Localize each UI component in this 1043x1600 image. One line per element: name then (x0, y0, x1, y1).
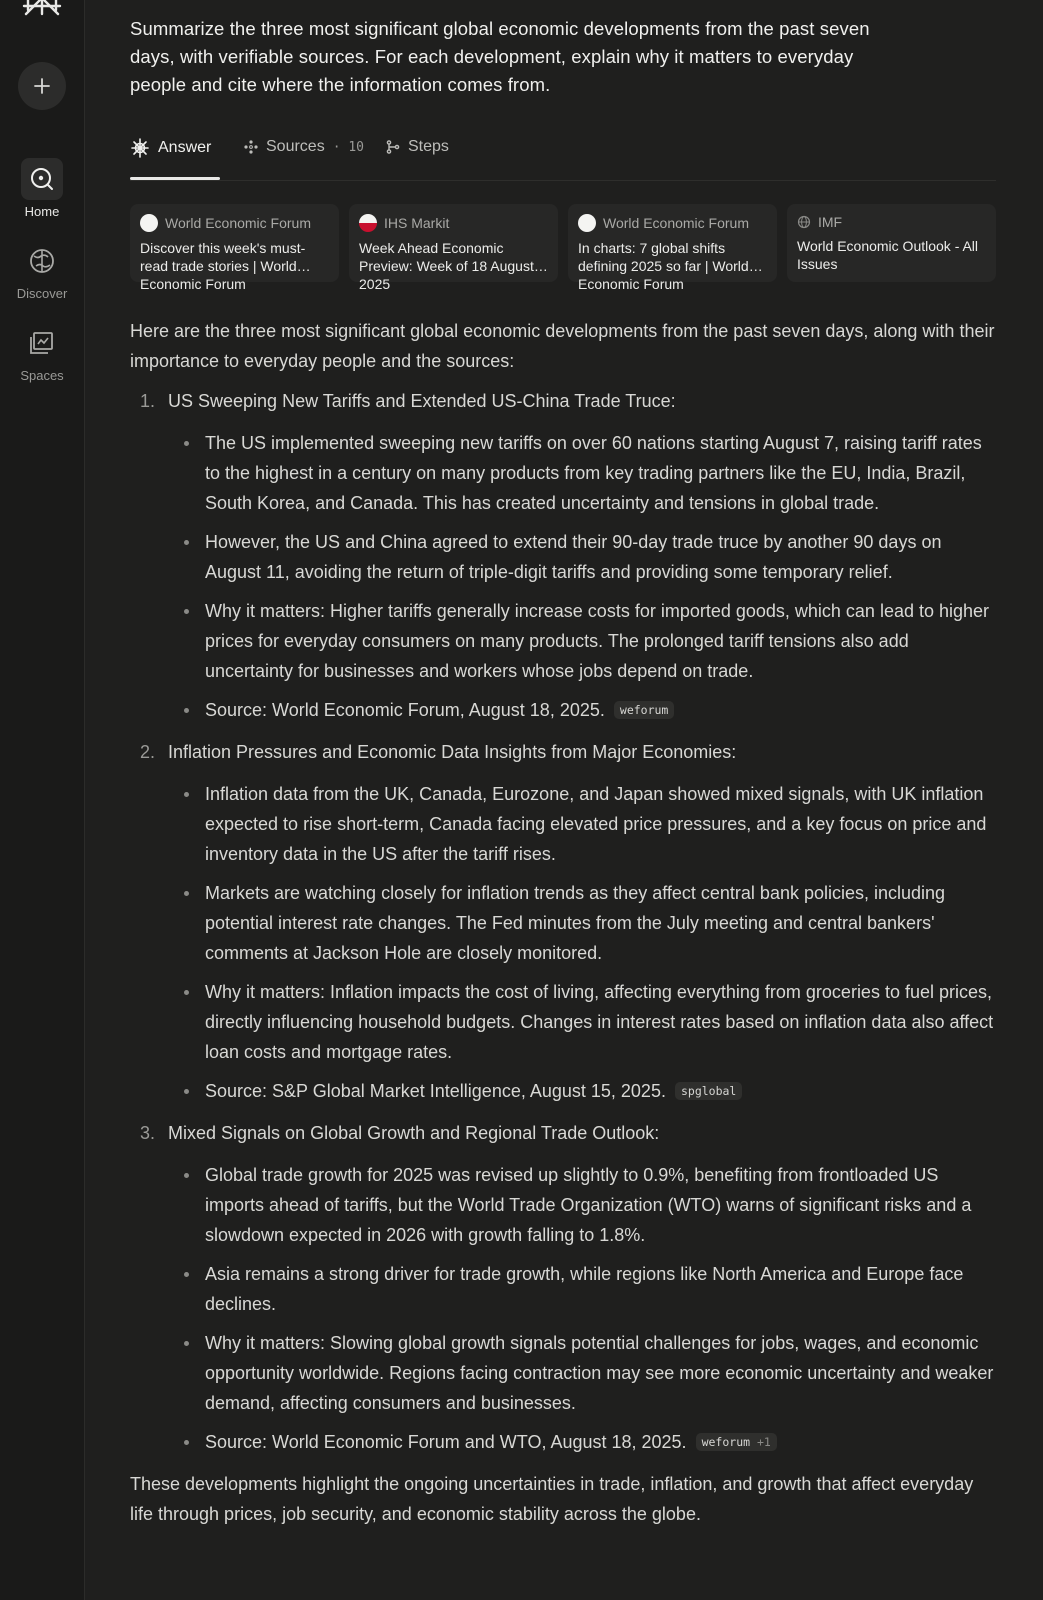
tab-label: Sources (266, 138, 325, 155)
query-text: Summarize the three most significant global economic developments from the past seven days, with verifiable sources. For each development, explain why it matters to everyday people and cite where the information comes from. (130, 18, 870, 95)
plus-icon (32, 76, 52, 96)
answer-body (130, 316, 996, 1529)
source-title: Week Ahead Economic Preview: Week of 18 August 2025 (359, 240, 534, 292)
bullet-point (205, 1076, 996, 1106)
list-item (130, 386, 996, 725)
development-title: US Sweeping New Tariffs and Extended US-China Trade Truce: (168, 391, 676, 411)
answer-icon (130, 138, 150, 158)
bullet-point: The US implemented sweeping new tariffs on over 60 nations starting August 7, raising tariff rates to the highest in a century on many products from key trading partners like the EU, India, Brazil, South Korea, and Canada. This has created uncertainty and tensions in global trade. (205, 428, 996, 518)
bullet-point: Why it matters: Inflation impacts the cost of living, affecting everything from groceries to fuel prices, directly influencing household budgets. Changes in interest rates based on inflation data also affect loan costs and mortgage rates. (205, 977, 996, 1067)
citation-extra-count: +1 (756, 1435, 771, 1449)
list-number: 2. (140, 742, 156, 762)
source-line: Source: S&P Global Market Intelligence, August 15, 2025. (205, 1081, 666, 1101)
citation-label: spglobal (680, 1084, 737, 1098)
answer-intro: Here are the three most significant global economic developments from the past seven days, along with their importance to everyday people and the sources: (130, 321, 995, 371)
citation-chip[interactable] (614, 701, 674, 719)
source-site: IMF (818, 214, 843, 230)
steps-icon (386, 140, 400, 154)
globe-icon (797, 215, 811, 229)
citation-chip[interactable] (696, 1433, 777, 1451)
list-item (130, 1118, 996, 1457)
source-cards (130, 204, 996, 292)
bullet-point: Markets are watching closely for inflation trends as they affect central bank policies, including potential interest rate changes. The Fed minutes from the July meeting and central bankers' comments at Jackson Hole are closely monitored. (205, 878, 996, 968)
bullet-point (205, 1427, 996, 1457)
development-title: Inflation Pressures and Economic Data Insights from Major Economies: (168, 742, 737, 762)
source-line: Source: World Economic Forum, August 18, 2025. (205, 700, 605, 720)
globe-icon (28, 247, 56, 275)
sidebar-item-home[interactable] (0, 158, 84, 219)
developments-list (130, 386, 996, 1457)
source-line: Source: World Economic Forum and WTO, August 18, 2025. (205, 1432, 687, 1452)
source-title: Discover this week's must-read trade stories | World Economic Forum (140, 240, 306, 292)
source-title: World Economic Outlook - All Issues (797, 238, 979, 272)
bullet-point: Asia remains a strong driver for trade growth, while regions like North America and Europe face declines. (205, 1259, 996, 1319)
list-number: 3. (140, 1123, 156, 1143)
bullet-point: Inflation data from the UK, Canada, Eurozone, and Japan showed mixed signals, with UK inflation expected to rise short-term, Canada facing elevated price pressures, and a key focus on price and inventory data in the US after the tariff rises. (205, 779, 996, 869)
tab-sources[interactable] (244, 138, 364, 156)
weforum-favicon-icon (578, 214, 596, 232)
ihs-markit-favicon-icon (359, 214, 377, 232)
sources-icon (244, 140, 258, 154)
home-search-icon (28, 165, 56, 193)
bullet-point: Why it matters: Slowing global growth signals potential challenges for jobs, wages, and economic opportunity worldwide. Regions facing contraction may see more economic uncertainty and weaker demand, affecting consumers and businesses. (205, 1328, 996, 1418)
sidebar-item-label: Discover (16, 286, 68, 301)
sidebar-item-label: Home (24, 204, 60, 219)
source-title: In charts: 7 global shifts defining 2025 so far | World Economic Forum (578, 240, 749, 292)
tab-label: Answer (158, 139, 212, 156)
source-card[interactable] (787, 204, 996, 282)
sidebar-item-spaces[interactable] (0, 322, 84, 383)
active-tab-indicator (130, 177, 220, 180)
source-card[interactable] (568, 204, 777, 292)
tab-label: Steps (408, 138, 449, 155)
tab-steps[interactable] (386, 138, 449, 156)
list-item (130, 737, 996, 1106)
sidebar-item-label: Spaces (20, 368, 64, 383)
result-tabs (130, 130, 996, 181)
sidebar (0, 0, 85, 1600)
bullet-point: However, the US and China agreed to extend their 90-day trade truce by another 90 days on August 11, avoiding the return of triple-digit tariffs and providing some temporary relief. (205, 527, 996, 587)
citation-label: weforum (619, 703, 669, 717)
development-title: Mixed Signals on Global Growth and Regional Trade Outlook: (168, 1123, 660, 1143)
new-thread-button[interactable] (18, 62, 66, 110)
source-site: World Economic Forum (165, 215, 312, 231)
list-number: 1. (140, 391, 156, 411)
bullet-point (205, 695, 996, 725)
source-card[interactable] (349, 204, 558, 292)
citation-chip[interactable] (675, 1082, 742, 1100)
bullet-point: Global trade growth for 2025 was revised up slightly to 0.9%, benefiting from frontloaded US imports ahead of tariffs, but the World Trade Organization (WTO) warns of significant risks and a slowdown expected in 2026 with growth falling to 1.8%. (205, 1160, 996, 1250)
sidebar-item-discover[interactable] (0, 240, 84, 301)
source-site: World Economic Forum (603, 215, 750, 231)
weforum-favicon-icon (140, 214, 158, 232)
citation-label: weforum (701, 1435, 751, 1449)
source-card[interactable] (130, 204, 339, 292)
sources-count: · 10 (332, 139, 365, 155)
tab-answer[interactable] (130, 138, 211, 158)
source-site: IHS Markit (384, 215, 450, 231)
spaces-icon (28, 329, 56, 357)
bullet-point: Why it matters: Higher tariffs generally increase costs for imported goods, which can lead to higher prices for everyday consumers on many products. The prolonged tariff tensions also add uncertainty for businesses and workers whose jobs depend on trade. (205, 596, 996, 686)
answer-outro: These developments highlight the ongoing uncertainties in trade, inflation, and growth that affect everyday life through prices, job security, and economic stability across the globe. (130, 1474, 974, 1524)
app-logo-icon[interactable] (22, 0, 62, 18)
